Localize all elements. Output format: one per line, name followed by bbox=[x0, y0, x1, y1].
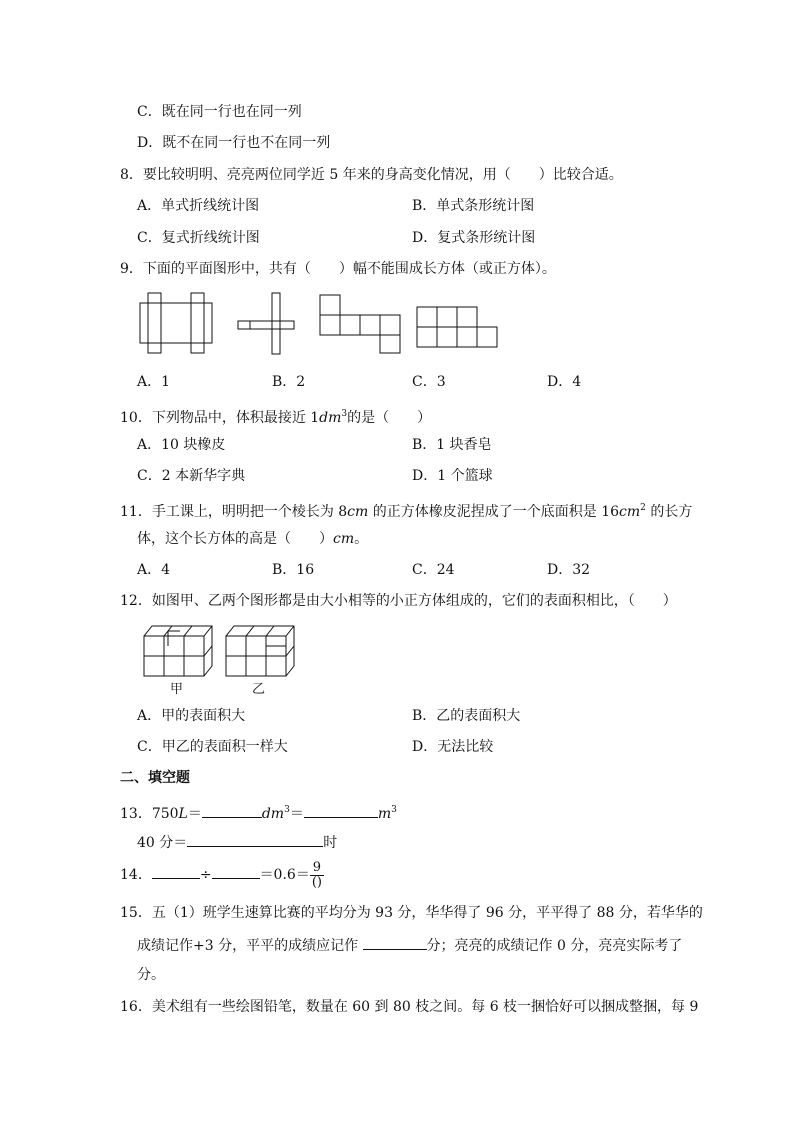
answer-blank[interactable] bbox=[212, 864, 260, 879]
q11-option-d: D．32 bbox=[547, 562, 591, 578]
q9-option-c: C．3 bbox=[412, 374, 446, 390]
q8-stem: 8．要比较明明、亮亮两位同学近 5 年来的身高变化情况，用（ ）比较合适。 bbox=[120, 167, 623, 183]
q10-option-b: B．1 块香皂 bbox=[412, 437, 492, 453]
q7-option-c: C．既在同一行也在同一列 bbox=[137, 104, 302, 120]
q11-option-c: C．24 bbox=[412, 562, 455, 578]
q12-option-a: A．甲的表面积大 bbox=[137, 708, 246, 724]
section-title: 二、填空题 bbox=[120, 770, 190, 786]
q12-cube-figures bbox=[138, 620, 308, 698]
q9-option-b: B．2 bbox=[272, 374, 306, 390]
q13-line1: 13．$750L= dm^3= m^3$ bbox=[120, 805, 397, 822]
q10-option-a: A．10 块橡皮 bbox=[137, 437, 226, 453]
answer-blank[interactable] bbox=[202, 803, 262, 818]
fraction: $\frac{9}{()}$ bbox=[311, 859, 322, 890]
q11-option-b: B．16 bbox=[272, 562, 315, 578]
answer-blank[interactable] bbox=[363, 935, 427, 950]
q11-stem-line1: 11．手工课上，明明把一个棱长为 8cm 的正方体橡皮泥捏成了一个底面积是 $16cm^2$ 的长方 bbox=[120, 503, 693, 520]
answer-blank[interactable] bbox=[152, 864, 200, 879]
figure-label-yi: 乙 bbox=[252, 682, 266, 697]
answer-blank[interactable] bbox=[187, 832, 323, 847]
q10-option-d: D．1 个篮球 bbox=[412, 468, 493, 484]
q10-stem: 10．下列物品中，体积最接近 $1dm^3$的是（ ） bbox=[120, 409, 432, 426]
figure-label-jia: 甲 bbox=[170, 682, 184, 697]
q15-line1: 15．五（1）班学生速算比赛的平均分为 93 分，华华得了 96 分，平平得了 88 分，若华华的 bbox=[120, 905, 703, 921]
q11-option-a: A．4 bbox=[137, 562, 171, 578]
q11-stem-line2: 体，这个长方体的高是（ ）cm。 bbox=[137, 531, 369, 547]
q13-line2: 40 分＝ 时 bbox=[137, 832, 337, 852]
answer-blank[interactable] bbox=[304, 803, 378, 818]
q14-line: 14． ÷ ＝0.6＝ $\frac{9}{()}$ bbox=[120, 859, 322, 890]
q16-line1: 16．美术组有一些绘图铅笔，数量在 60 到 80 枝之间。每 6 枝一捆恰好可以捆成整捆，每 9 bbox=[120, 999, 699, 1015]
q8-option-b: B．单式条形统计图 bbox=[412, 198, 535, 214]
q12-stem: 12．如图甲、乙两个图形都是由大小相等的小正方体组成的，它们的表面积相比，（ ） bbox=[120, 593, 677, 609]
q10-option-c: C．2 本新华字典 bbox=[137, 468, 246, 484]
q12-option-c: C．甲乙的表面积一样大 bbox=[137, 739, 288, 755]
q8-option-a: A．单式折线统计图 bbox=[137, 198, 260, 214]
q15-line3: 分。 bbox=[137, 967, 165, 983]
q7-option-d: D．既不在同一行也不在同一列 bbox=[137, 135, 331, 151]
q9-net-figures bbox=[130, 290, 510, 360]
q8-option-d: D．复式条形统计图 bbox=[412, 230, 536, 246]
q12-option-d: D．无法比较 bbox=[412, 739, 494, 755]
q9-stem: 9．下面的平面图形中，共有（ ）幅不能围成长方体（或正方体）。 bbox=[120, 261, 556, 277]
q9-option-a: A．1 bbox=[137, 374, 171, 390]
q9-option-d: D．4 bbox=[547, 374, 582, 390]
q8-option-c: C．复式折线统计图 bbox=[137, 230, 260, 246]
q12-option-b: B．乙的表面积大 bbox=[412, 708, 521, 724]
q15-line2: 成绩记作+3 分，平平的成绩应记作 分；亮亮的成绩记作 0 分，亮亮实际考了 bbox=[137, 935, 682, 955]
